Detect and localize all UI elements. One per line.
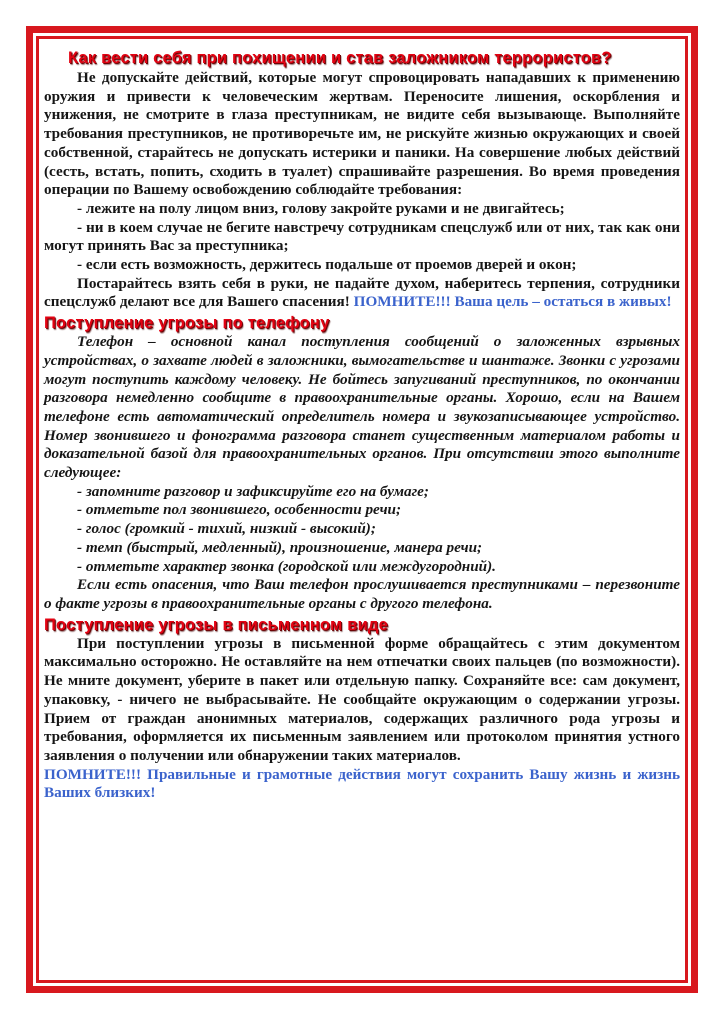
page-red-frame <box>26 26 698 993</box>
page-content-area <box>36 36 688 983</box>
hostage-closing-paragraph <box>44 275 680 312</box>
hostage-bullet-2: - ни в коем случае не бегите навстречу сотрудникам спецслужб или от них, так как они могут принять Вас за преступника; <box>44 218 680 255</box>
hostage-intro-paragraph: Не допускайте действий, которые могут спровоцировать нападавших к применению оружия и привести к человеческим жертвам. Переносите лишения, оскорбления и унижения, не смотрите в глаза преступникам, не видите себя вызывающе. Выполняйте требования преступников, не противоречьте им, не рискуйте жизнью окружающих и своей собственной, старайтесь не допускать истерики и паники. На совершение любых действий (сесть, встать, попить, сходить в туалет) спрашивайте разрешения. Во время проведения операции по Вашему освобождению соблюдайте требования: <box>44 69 680 199</box>
phone-threat-intro-paragraph: Телефон – основной канал поступления сообщений о заложенных взрывных устройствах, о захвате людей в заложники, вымогательстве и шантаже. Звонки с угрозами могут поступить каждому человеку. Не бойтесь запугиваний преступников, по окончании разговора немедленно сообщите в правоохранительные органы. Хорошо, если на Вашем телефоне есть автоматический определитель номера и звукозаписывающее устройство. Номер звонившего и фонограмма разговора станет существенным материалом работы и доказательной базой для правоохранительных органов. При отсутствии этого выполните следующее: <box>44 333 680 482</box>
phone-threat-bullet-5: - отметьте характер звонка (городской или междугородний). <box>77 557 496 575</box>
phone-threat-bullet-4: - темп (быстрый, медленный), произношение, манера речи; <box>77 538 483 556</box>
hostage-bullet-3: - если есть возможность, держитесь подальше от проемов дверей и окон; <box>77 256 577 274</box>
phone-threat-bullet-3: - голос (громкий - тихий, низкий - высокий); <box>77 520 376 538</box>
phone-threat-heading: Поступление угрозы по телефону <box>44 314 330 333</box>
phone-threat-bullet-2: - отметьте пол звонившего, особенности речи; <box>77 501 402 519</box>
final-remember-text: ПОМНИТЕ!!! Правильные и грамотные действия могут сохранить Вашу жизнь и жизнь Ваших близких! <box>44 765 680 802</box>
written-threat-heading: Поступление угрозы в письменном виде <box>44 615 388 634</box>
main-heading: Как вести себя при похищении и став заложником террористов? <box>68 49 612 67</box>
hostage-bullet-1: - лежите на полу лицом вниз, голову закройте руками и не двигайтесь; <box>77 199 565 217</box>
phone-threat-bullet-1: - запомните разговор и зафиксируйте его на бумаге; <box>77 482 429 500</box>
hostage-remember-text: ПОМНИТЕ!!! Ваша цель – остаться в живых! <box>353 293 672 311</box>
hostage-closing-text: Постарайтесь взять себя в руки, не падайте духом, наберитесь терпения, сотрудники спецслужб делают все для Вашего спасения! <box>44 274 680 311</box>
written-threat-intro-paragraph: При поступлении угрозы в письменной форме обращайтесь с этим документом максимально осторожно. Не оставляйте на нем отпечатки своих пальцев (по возможности). Не мните документ, уберите в пакет или отдельную папку. Сохраняйте все: сам документ, упаковку, - ничего не выбрасывайте. Не сообщайте окружающим о содержании угрозы. Прием от граждан анонимных материалов, содержащих различного рода угрозы и требования, оформляется их письменным заявлением или протоколом принятия устного заявления о получении или обнаружении таких материалов. <box>44 634 680 764</box>
phone-threat-closing-paragraph: Если есть опасения, что Ваш телефон прослушивается преступниками – перезвоните о факте угрозы в правоохранительные органы с другого телефона. <box>44 576 680 612</box>
